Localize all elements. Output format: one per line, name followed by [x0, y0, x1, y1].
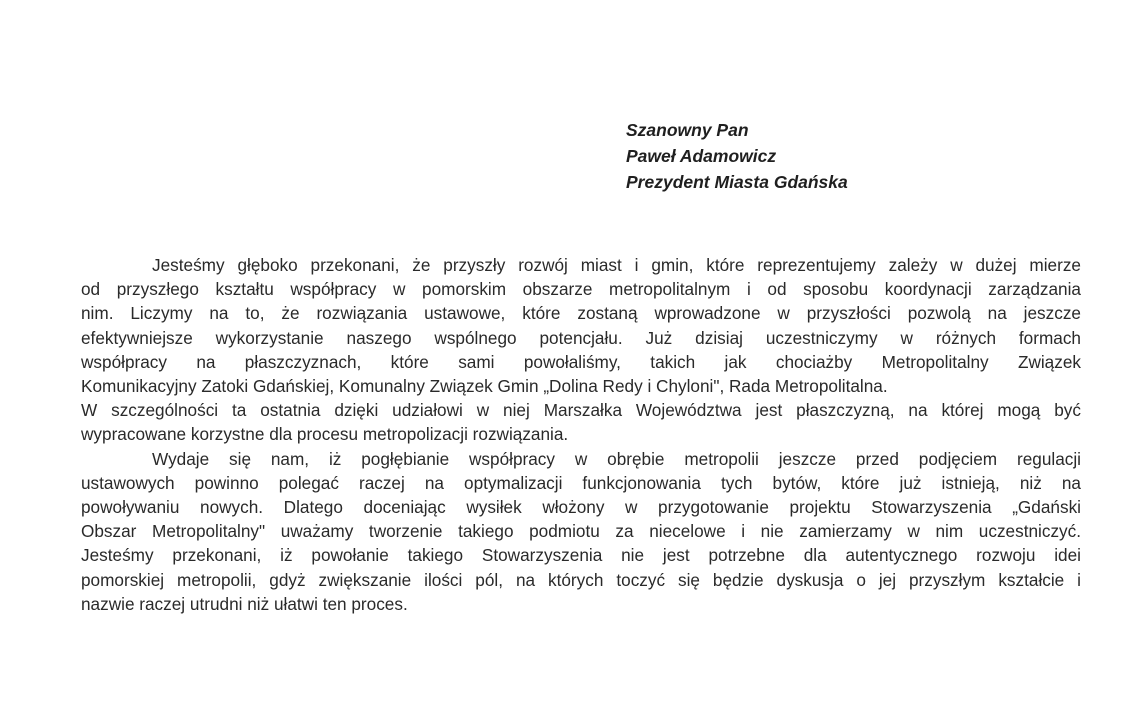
text-line: Wydaje się nam, iż pogłębianie współpracy w obrębie metropolii jeszcze przed podjęciem regulacji: [152, 448, 1081, 469]
letter-body: [81, 253, 1081, 616]
addressee-title: Prezydent Miasta Gdańska: [626, 172, 848, 192]
text-line: nim. Liczymy na to, że rozwiązania ustawowe, które zostaną wprowadzone w przyszłości pozwolą na jeszcze: [81, 303, 1081, 324]
paragraph-3: [81, 447, 1081, 616]
text-line: Jesteśmy głęboko przekonani, że przyszły rozwój miast i gmin, które reprezentujemy zależy w dużej mierze: [152, 255, 1081, 275]
text-line: Komunikacyjny Zatoki Gdańskiej, Komunalny Związek Gmin „Dolina Redy i Chyloni", Rada Metropolitalna.: [81, 376, 888, 397]
text-line: ustawowych powinno polegać raczej na optymalizacji funkcjonowania tych bytów, które już istnieją, niż na: [81, 472, 1081, 493]
text-line: współpracy na płaszczyznach, które sami powołaliśmy, takich jak chociażby Metropolitalny Związek: [81, 351, 1081, 372]
text-line: nazwie raczej utrudni niż ułatwi ten proces.: [81, 593, 408, 614]
text-line: W szczególności ta ostatnia dzięki udziałowi w niej Marszałka Województwa jest płaszczyzną, na której mogą być: [81, 400, 1081, 421]
text-line: od przyszłego kształtu współpracy w pomorskim obszarze metropolitalnym i od sposobu koordynacji zarządzania: [81, 279, 1081, 300]
text-line: wypracowane korzystne dla procesu metropolizacji rozwiązania.: [81, 424, 569, 445]
text-line: Obszar Metropolitalny" uważamy tworzenie takiego podmiotu za niecelowe i nie zamierzamy w nim uczestniczyć.: [81, 521, 1081, 542]
addressee-name: Paweł Adamowicz: [626, 146, 777, 166]
addressee-block: [626, 117, 848, 195]
paragraph-2: [81, 398, 1081, 446]
text-line: Jesteśmy przekonani, iż powołanie takiego Stowarzyszenia nie jest potrzebne dla autentycznego rozwoju idei: [81, 545, 1081, 566]
text-line: pomorskiej metropolii, gdyż zwiększanie ilości pól, na których toczyć się będzie dyskusja o jej przyszłym kształcie i: [81, 569, 1081, 590]
paragraph-1: [81, 253, 1081, 398]
text-line: efektywniejsze wykorzystanie naszego wspólnego potencjału. Już dzisiaj uczestniczymy w różnych formach: [81, 327, 1081, 348]
salutation: Szanowny Pan: [626, 120, 749, 140]
text-line: powoływaniu nowych. Dlatego doceniając wysiłek włożony w przygotowanie projektu Stowarzyszenia „Gdański: [81, 497, 1081, 518]
